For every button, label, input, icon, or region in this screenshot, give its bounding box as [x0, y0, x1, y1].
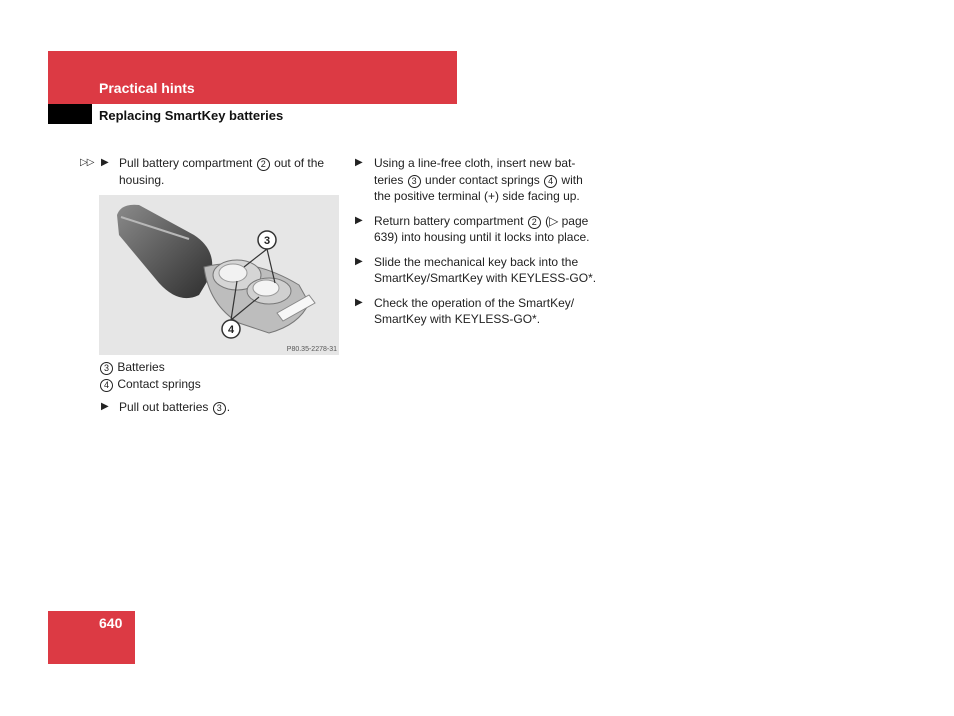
continuation-marker: ▷▷ — [80, 157, 94, 168]
step-text: Pull out batteries — [119, 400, 212, 414]
right-column — [355, 155, 600, 336]
ref-number: 3 — [100, 362, 113, 375]
ref-number: 4 — [544, 175, 557, 188]
step-text: Pull battery compartment — [119, 156, 256, 170]
bullet-triangle-icon: ▶ — [101, 401, 108, 412]
step-text: Using a line-free cloth, insert new bat-teries — [374, 156, 576, 187]
step-text: . — [226, 400, 231, 414]
smartkey-illustration — [99, 195, 339, 355]
instruction-step — [355, 254, 600, 287]
bullet-triangle-icon: ▶ — [355, 255, 362, 267]
ref-number: 3 — [408, 175, 421, 188]
legend-item — [99, 359, 201, 376]
header-band — [48, 51, 457, 104]
step-text: Check the operation of the SmartKey/ SmartKey with KEYLESS-GO*. — [374, 295, 575, 326]
ref-number: 3 — [213, 402, 226, 415]
figure-legend — [99, 359, 201, 392]
instruction-step — [80, 155, 342, 188]
instruction-step — [355, 295, 600, 328]
bullet-triangle-icon: ▶ — [101, 157, 108, 168]
left-column — [80, 155, 342, 196]
step-text: out of the housing. — [119, 156, 325, 187]
callout-4: 4 — [227, 324, 235, 336]
step-text: (▷ page 639) into housing until it locks into place. — [374, 213, 590, 244]
step-text: Return battery compartment — [374, 213, 527, 228]
step-text: Slide the mechanical key back into the SmartKey/SmartKey with KEYLESS-GO*. — [374, 254, 597, 285]
bullet-triangle-icon: ▶ — [355, 157, 362, 168]
callout-3: 3 — [263, 235, 271, 247]
instruction-step — [355, 213, 600, 246]
ref-number: 4 — [100, 379, 113, 392]
bullet-triangle-icon: ▶ — [355, 214, 362, 226]
header-marker — [48, 104, 92, 124]
legend-item — [99, 376, 201, 393]
figure-code: P80.35-2278-31 — [286, 346, 337, 353]
bullet-triangle-icon: ▶ — [355, 296, 362, 308]
instruction-step — [355, 155, 600, 205]
step-text: with the positive terminal (+) side facing up. — [374, 172, 583, 203]
ref-number: 2 — [528, 216, 541, 229]
legend-label: Batteries — [117, 360, 165, 374]
step-text: under contact springs — [421, 172, 544, 187]
ref-number: 2 — [257, 158, 270, 171]
page-title: Replacing SmartKey batteries — [99, 108, 284, 123]
page-number: 640 — [99, 615, 123, 631]
smartkey-battery-figure — [99, 195, 339, 355]
instruction-step — [80, 399, 342, 416]
legend-label: Contact springs — [117, 376, 201, 391]
section-title: Practical hints — [99, 80, 195, 96]
